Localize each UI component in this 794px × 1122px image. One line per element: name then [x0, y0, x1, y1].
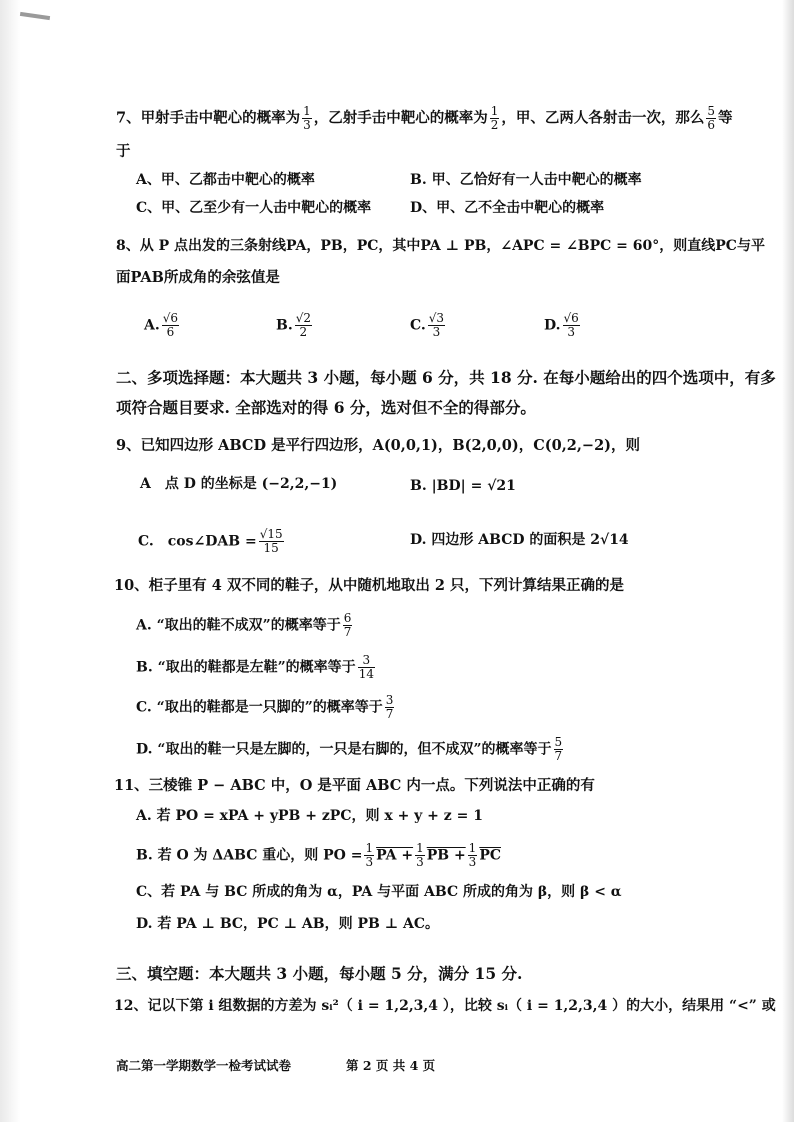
- q9-option-d: D. 四边形 ABCD 的面积是 2√14: [410, 532, 629, 548]
- q7-frac-2: $\frac{1}{2}$: [490, 104, 499, 132]
- q7-text-d: 等: [718, 109, 733, 127]
- section2-heading-line2: 项符合题目要求. 全部选对的得 6 分，选对但不全的得部分。: [116, 398, 536, 417]
- q7-text-c: ，甲、乙两人各射击一次，那么: [501, 109, 705, 127]
- q9-option-b: B. |BD| = √21: [410, 478, 516, 494]
- q11-option-a: A. 若 PO = xPA + yPB + zPC，则 x + y + z = 1: [136, 808, 483, 824]
- q10-stem: 10、柜子里有 4 双不同的鞋子，从中随机地取出 2 只，下列计算结果正确的是: [114, 577, 625, 594]
- q11-option-c: C、若 PA 与 BC 所成的角为 α，PA 与平面 ABC 所成的角为 β，则 β < α: [136, 884, 622, 900]
- q7-option-b: B. 甲、乙恰好有一人击中靶心的概率: [410, 172, 642, 188]
- q8-option-b: B. $\frac{√2}{2}$: [276, 311, 311, 339]
- footer-exam-title: 高二第一学期数学一检考试试卷: [116, 1058, 292, 1073]
- q7-option-c: C、甲、乙至少有一人击中靶心的概率: [136, 200, 372, 216]
- scan-mark: [20, 12, 50, 20]
- q9-option-c: C. cos∠DAB = $\frac{√15}{15}$: [138, 527, 283, 555]
- q7-text-b: ，乙射手击中靶心的概率为: [313, 109, 488, 127]
- q11-option-d: D. 若 PA ⊥ BC，PC ⊥ AB，则 PB ⊥ AC。: [136, 916, 440, 932]
- q7-option-d: D、甲、乙不全击中靶心的概率: [410, 200, 605, 216]
- q9-option-a: A 点 D 的坐标是 (−2,2,−1): [140, 476, 338, 492]
- scan-shadow-left: [0, 0, 20, 1122]
- q8-stem-line2: 面PAB所成角的余弦值是: [116, 269, 280, 286]
- q11-stem: 11、三棱锥 P − ABC 中，O 是平面 ABC 内一点。下列说法中正确的有: [114, 777, 595, 794]
- q12-stem: 12、记以下第 i 组数据的方差为 sᵢ²（ i = 1,2,3,4 ），比较 sᵢ（ i = 1,2,3,4 ）的大小，结果用 “<” 或: [114, 998, 776, 1014]
- q7-option-a: A、甲、乙都击中靶心的概率: [136, 172, 315, 188]
- q10-option-b: B. “取出的鞋都是左鞋”的概率等于 $\frac{3}{14}$: [136, 653, 374, 681]
- q10-option-d: D. “取出的鞋一只是左脚的，一只是右脚的，但不成双”的概率等于 $\frac{5}{7}$: [136, 735, 563, 763]
- q7-text-a: 7、甲射手击中靶心的概率为: [116, 109, 301, 127]
- q10-option-a: A. “取出的鞋不成双”的概率等于 $\frac{6}{7}$: [136, 611, 352, 639]
- section2-heading-line1: 二、多项选择题：本大题共 3 小题，每小题 6 分，共 18 分. 在每小题给出的四个选项中，有多: [116, 368, 776, 387]
- q10-option-c: C. “取出的鞋都是一只脚的”的概率等于 $\frac{3}{7}$: [136, 693, 394, 721]
- q7-stem-cont: 于: [116, 143, 131, 160]
- q7-frac-3: $\frac{5}{6}$: [707, 104, 716, 132]
- q9-stem: 9、已知四边形 ABCD 是平行四边形，A(0,0,1)，B(2,0,0)，C(0,2,−2)，则: [116, 437, 641, 454]
- section3-heading: 三、填空题：本大题共 3 小题，每小题 5 分，满分 15 分.: [116, 964, 523, 983]
- q8-option-c: C. $\frac{√3}{3}$: [410, 311, 445, 339]
- q8-stem-line1: 8、从 P 点出发的三条射线PA，PB，PC，其中PA ⊥ PB，∠APC = ∠BPC = 60°，则直线PC与平: [116, 238, 765, 254]
- q11-option-b: B. 若 O 为 ΔABC 重心，则 PO = $\frac{1}{3}$ PA + $\frac{1}{3}$ PB + $\frac{1}{3}$ $\overline{PC}$: [136, 841, 501, 869]
- q8-option-a: A. $\frac{√6}{6}$: [144, 311, 179, 339]
- footer-page-number: 第 2 页 共 4 页: [346, 1058, 436, 1073]
- q8-option-d: D. $\frac{√6}{3}$: [544, 311, 579, 339]
- scan-shadow-right: [782, 0, 794, 1122]
- q7-stem: [116, 105, 733, 132]
- q7-frac-1: $\frac{1}{3}$: [303, 104, 311, 132]
